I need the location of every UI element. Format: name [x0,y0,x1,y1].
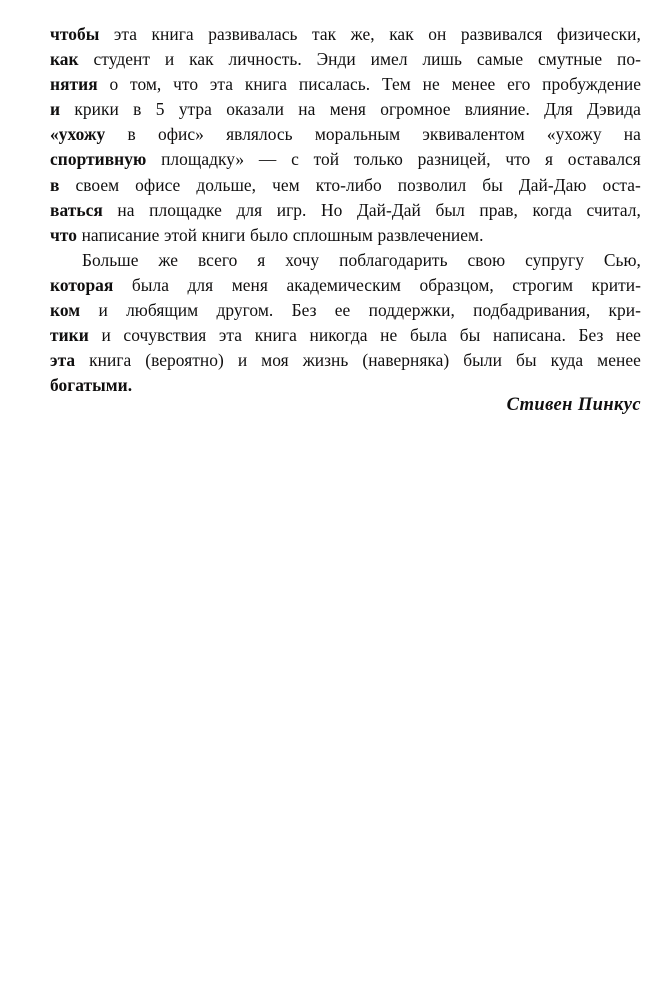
word: считал, [586,199,641,220]
word: игр. [276,199,307,220]
word: нятия [50,74,98,95]
word: смутные [538,49,603,70]
word: были [463,350,502,371]
word: 5 [155,99,165,120]
word: эта [218,325,243,346]
word: чем [272,174,300,195]
word: что [505,149,531,170]
word: своем [75,174,120,195]
word: Без [578,325,604,346]
text-line [50,248,641,273]
word: же [158,249,179,270]
word: позволил [397,174,467,195]
word: Дай-Даю [518,174,587,195]
line-lead-word: богатыми. [50,375,133,396]
word: ком [50,300,81,321]
word: эквивалентом [422,124,525,145]
word: так [312,24,337,44]
word: влияние. [464,99,530,120]
word: была [131,274,170,295]
word: и [98,300,108,321]
text-line [50,298,641,323]
text-line [50,147,641,172]
word: — [258,149,277,170]
line-lead-word: что [50,224,77,245]
word: поблагодарить [339,249,448,270]
word: как [389,24,414,44]
word: написана. [492,325,566,346]
author-signature: Стивен Пинкус [506,395,641,415]
word: книга [244,74,288,95]
word: была [409,325,448,346]
text-line [50,72,641,97]
word: кри- [608,300,641,321]
word: моральным [314,124,401,145]
word: Энди [316,49,356,70]
signature-row [50,393,641,417]
word: крики [74,99,119,120]
word: не [380,325,398,346]
word: сочувствия [123,325,207,346]
word: прав, [479,199,518,220]
word: эта [113,24,138,44]
word: по- [616,49,641,70]
word: образцом, [419,274,494,295]
word: в [50,174,60,195]
word: и [237,350,248,371]
word: супругу [525,249,584,270]
word: Сью, [603,249,641,270]
word: оказали [226,99,284,120]
word: книга [151,24,194,44]
word: всего [197,249,238,270]
word: эта [50,350,76,371]
word: том, [130,74,162,95]
text-line [50,223,641,248]
word: на [298,99,316,120]
word: оста- [602,174,641,195]
word: и [101,325,111,346]
word: свою [467,249,506,270]
text-line [50,122,641,147]
body-text-block [50,22,641,398]
word: о [109,74,119,95]
word: Для [544,99,573,120]
word: и [164,49,175,70]
word: личность. [228,49,302,70]
word: Без [291,300,317,321]
word: развивался [460,24,543,44]
word: куда [550,350,584,371]
text-line [50,47,641,72]
word: книга [89,350,132,371]
word: чтобы [50,24,100,44]
word: Дэвида [587,99,641,120]
word: самые [476,49,524,70]
word: что [173,74,199,95]
line-rest: написание этой книги было сплошным развлечением. [76,224,484,245]
word: развивалась [208,24,298,44]
word: студент [93,49,151,70]
word: и [50,99,61,120]
word: жизнь [302,350,349,371]
word: дольше, [196,174,257,195]
word: кто-либо [315,174,382,195]
word: эта [209,74,234,95]
word: (наверняка) [362,350,450,371]
word: я [257,249,266,270]
word: Больше [82,249,139,270]
word: офис» [157,124,204,145]
word: в [133,99,142,120]
text-line [50,173,641,198]
word: Тем [381,74,411,95]
word: меня [231,274,268,295]
word: Дай-Дай [356,199,421,220]
word: разницей, [417,149,491,170]
word: имел [370,49,408,70]
word: той [313,149,340,170]
word: крити- [591,274,641,295]
text-line [50,348,641,373]
word: в [127,124,136,145]
word: никогда [309,325,368,346]
word: же, [350,24,375,44]
word: менее [451,74,496,95]
word: пробуждение [542,74,641,95]
word: моя [261,350,289,371]
word: на [117,199,135,220]
word: нее [616,325,641,346]
word: оставался [567,149,641,170]
word: «ухожу [50,124,106,145]
word: (вероятно) [145,350,224,371]
word: тики [50,325,89,346]
word: бы [515,350,537,371]
word: которая [50,274,114,295]
word: писалась. [298,74,371,95]
word: поддержки, [368,300,455,321]
word: лишь [422,49,462,70]
word: книга [254,325,297,346]
word: я [545,149,554,170]
word: он [428,24,447,44]
word: для [187,274,214,295]
word: академическим [286,274,401,295]
word: площадке [149,199,222,220]
text-line [50,97,641,122]
word: «ухожу [546,124,602,145]
word: другом. [216,300,274,321]
word: только [353,149,403,170]
word: его [507,74,531,95]
word: как [50,49,79,70]
word: физически, [556,24,641,44]
word: спортивную [50,149,147,170]
text-line [50,323,641,348]
word: огромное [380,99,451,120]
word: как [189,49,214,70]
text-line [50,273,641,298]
text-line [50,22,641,47]
word: хочу [285,249,320,270]
word: бы [482,174,503,195]
word: ваться [50,199,103,220]
word: являлось [226,124,293,145]
word: Но [321,199,343,220]
word: площадку» [161,149,245,170]
word: когда [532,199,572,220]
text-line [50,198,641,223]
word: подбадривания, [473,300,591,321]
paragraph-1 [50,22,641,248]
word: менее [597,350,641,371]
word: строгим [512,274,574,295]
word: офисе [135,174,181,195]
word: утра [178,99,212,120]
word: был [435,199,465,220]
paragraph-2 [50,248,641,399]
word: с [291,149,299,170]
word: ее [334,300,351,321]
word: меня [329,99,366,120]
word: на [623,124,641,145]
word: для [236,199,263,220]
word: бы [459,325,481,346]
word: любящим [126,300,199,321]
word: не [422,74,440,95]
